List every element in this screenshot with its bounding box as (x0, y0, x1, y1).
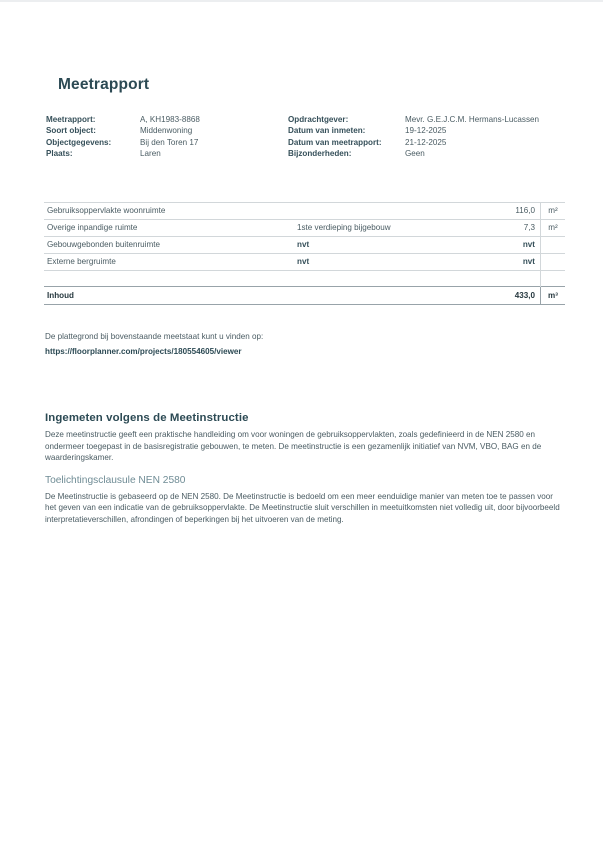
total-desc (297, 287, 487, 305)
metadata-row (288, 125, 558, 136)
metadata-row (46, 137, 288, 148)
metadata-value-opdrachtgever: Mevr. G.E.J.C.M. Hermans-Lucassen (405, 115, 540, 124)
table-spacer-row (44, 271, 565, 287)
metadata-label-meetrapport: Meetrapport: (46, 115, 96, 124)
metadata-value-datum-meetrapport: 21-12-2025 (405, 137, 447, 147)
measurement-name: Gebouwgebonden buitenruimte (44, 237, 297, 254)
measurement-value: 116,0 (487, 203, 541, 220)
metadata-label-opdrachtgever: Opdrachtgever: (288, 115, 349, 124)
table-row (44, 220, 565, 237)
metadata-label-objectgegevens: Objectgegevens: (46, 137, 112, 147)
spacer-cell (44, 271, 297, 287)
page-title: Meetrapport (58, 76, 150, 93)
measurement-name: Externe bergruimte (44, 254, 297, 271)
metadata-value-plaats: Laren (140, 149, 161, 159)
metadata-value-bijzonderheden: Geen (405, 149, 425, 159)
measurement-value: nvt (487, 254, 541, 271)
measurement-desc: nvt (297, 237, 487, 254)
metadata-row (46, 125, 288, 136)
metadata-value-soort-object: Middenwoning (140, 126, 193, 136)
metadata-label-bijzonderheden: Bijzonderheden: (288, 149, 352, 159)
measurement-name: Overige inpandige ruimte (44, 220, 297, 237)
measurement-value: 7,3 (487, 220, 541, 237)
measurement-unit: m² (541, 203, 566, 220)
floorplan-link[interactable]: https://floorplanner.com/projects/180554605/viewer (45, 347, 242, 356)
total-name: Inhoud (44, 287, 297, 305)
table-total-row (44, 287, 565, 305)
metadata-row (288, 137, 558, 148)
metadata-label-soort-object: Soort object: (46, 126, 96, 136)
floorplan-note-text: De plattegrond bij bovenstaande meetstaat kunt u vinden op: (45, 332, 264, 341)
spacer-cell (541, 271, 566, 287)
metadata-label-plaats: Plaats: (46, 149, 73, 159)
metadata-row (288, 114, 558, 125)
metadata-value-datum-inmeten: 19-12-2025 (405, 126, 447, 136)
metadata-column-right (288, 114, 558, 160)
metadata-row (46, 114, 288, 125)
metadata-column-left (46, 114, 288, 160)
metadata-label-datum-meetrapport: Datum van meetrapport: (288, 137, 382, 147)
report-metadata (46, 114, 558, 160)
measurement-desc: 1ste verdieping bijgebouw (297, 220, 487, 237)
metadata-row (288, 148, 558, 159)
measurement-desc: nvt (297, 254, 487, 271)
table-row (44, 237, 565, 254)
table-row (44, 254, 565, 271)
measurement-name: Gebruiksoppervlakte woonruimte (44, 203, 297, 220)
measurement-value: nvt (487, 237, 541, 254)
measurement-table (44, 202, 565, 305)
measurement-unit (541, 254, 566, 271)
spacer-cell (487, 271, 541, 287)
total-value: 433,0 (487, 287, 541, 305)
table-row (44, 203, 565, 220)
metadata-row (46, 148, 288, 159)
instruction-section (45, 412, 560, 525)
measurement-unit: m² (541, 220, 566, 237)
metadata-value-meetrapport: A, KH1983-8868 (140, 115, 200, 124)
instruction-body-paragraph: De Meetinstructie is gebaseerd op de NEN 2580. De Meetinstructie is bedoeld om een meer eenduidige manier van meten toe te passen voor het geven van een indicatie van de gebruiksoppervlakte. De Meetinstructie sluit verschillen in meetuitkomsten niet volledig uit, door bijvoorbeeld interpretatieverschillen, afrondingen of beperkingen bij het uitvoeren van de meting. (45, 491, 560, 524)
measurement-desc (297, 203, 487, 220)
instruction-subheading: Toelichtingsclausule NEN 2580 (45, 474, 186, 486)
metadata-value-objectgegevens: Bij den Toren 17 (140, 137, 199, 147)
instruction-intro-paragraph: Deze meetinstructie geeft een praktische handleiding om voor woningen de gebruiksoppervlakten, zoals gedefinieerd in de NEN 2580 en ondermeer toegepast in de basisregistratie gebouwen, te meten. De meetinstructie is een gezamenlijk initiatief van NVM, VBO, BAG en de waarderingskamer. (45, 430, 542, 462)
spacer-cell (297, 271, 487, 287)
measurement-unit (541, 237, 566, 254)
floorplan-note-block (45, 330, 263, 358)
total-unit: m³ (541, 287, 566, 305)
instruction-heading: Ingemeten volgens de Meetinstructie (45, 412, 249, 424)
metadata-label-datum-inmeten: Datum van inmeten: (288, 126, 366, 136)
